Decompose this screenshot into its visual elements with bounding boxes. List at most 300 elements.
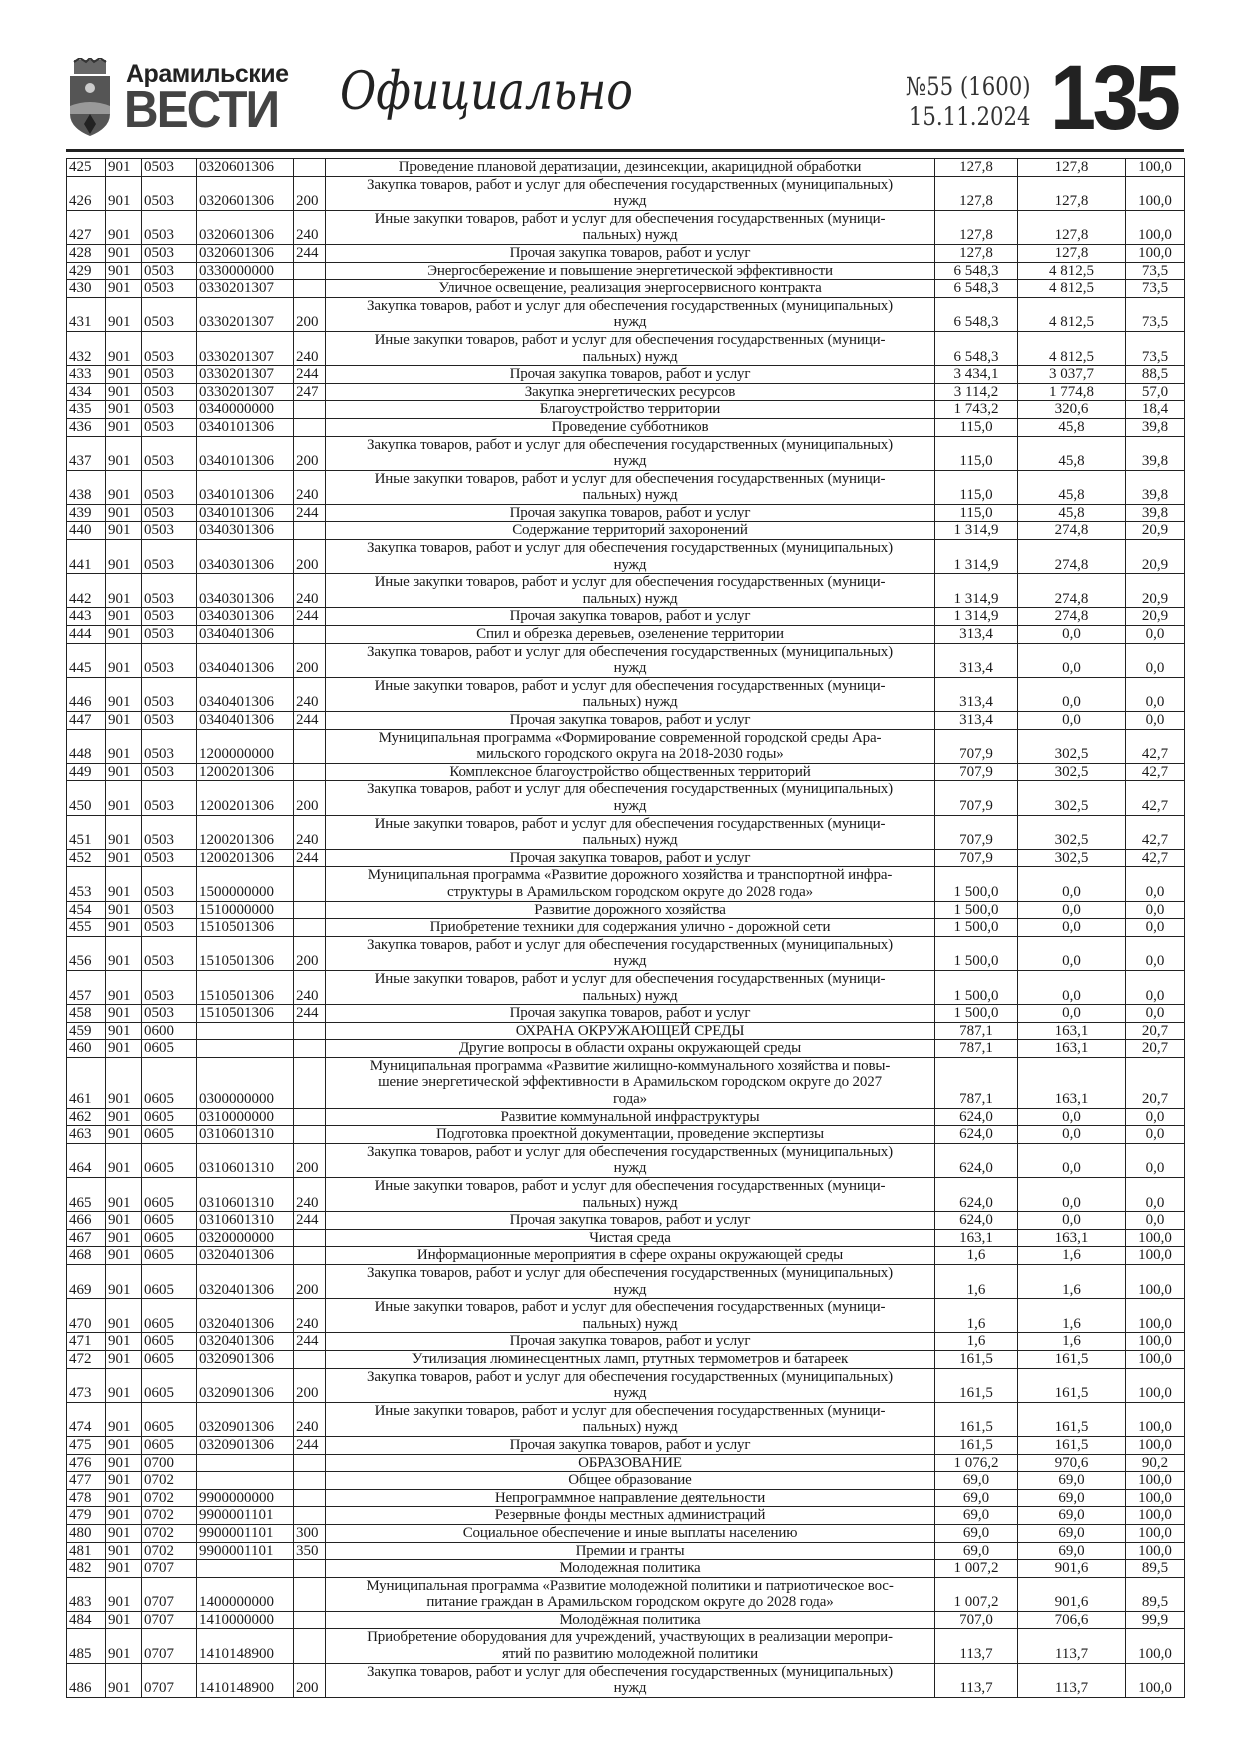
budget-table	[66, 158, 1185, 1698]
description: Благоустройство территории	[326, 401, 935, 419]
expense-type: 244	[294, 1333, 326, 1351]
target-article: 0330201307	[197, 297, 294, 331]
expense-type: 244	[294, 366, 326, 384]
percent-done: 18,4	[1126, 401, 1185, 419]
actual-amount: 0,0	[1018, 1178, 1126, 1212]
row-number: 457	[67, 970, 106, 1004]
plan-amount: 115,0	[935, 504, 1018, 522]
description: Премии и гранты	[326, 1542, 935, 1560]
table-row	[67, 1247, 1185, 1265]
coat-of-arms-icon	[66, 58, 114, 138]
target-article: 0320401306	[197, 1247, 294, 1265]
percent-done: 100,0	[1126, 1229, 1185, 1247]
plan-amount: 6 548,3	[935, 297, 1018, 331]
target-article: 0340401306	[197, 677, 294, 711]
expense-type: 200	[294, 540, 326, 574]
row-number: 436	[67, 418, 106, 436]
table-row	[67, 1402, 1185, 1436]
section-code: 0702	[142, 1507, 197, 1525]
section-code: 0503	[142, 366, 197, 384]
plan-amount: 69,0	[935, 1472, 1018, 1490]
percent-done: 100,0	[1126, 1247, 1185, 1265]
section-code: 0503	[142, 210, 197, 244]
section-code: 0707	[142, 1577, 197, 1611]
admin-code: 901	[106, 643, 142, 677]
description: Комплексное благоустройство общественных территорий	[326, 763, 935, 781]
admin-code: 901	[106, 1247, 142, 1265]
plan-amount: 1 314,9	[935, 522, 1018, 540]
actual-amount: 320,6	[1018, 401, 1126, 419]
table-row	[67, 1436, 1185, 1454]
plan-amount: 1,6	[935, 1265, 1018, 1299]
description: Закупка товаров, работ и услуг для обеспечения государственных (муниципальных) нужд	[326, 176, 935, 210]
expense-type	[294, 1040, 326, 1058]
section-code: 0605	[142, 1143, 197, 1177]
description: Иные закупки товаров, работ и услуг для обеспечения государственных (муници- пальных) нужд	[326, 970, 935, 1004]
plan-amount: 161,5	[935, 1368, 1018, 1402]
row-number: 439	[67, 504, 106, 522]
plan-amount: 707,9	[935, 849, 1018, 867]
target-article: 0320601306	[197, 159, 294, 177]
description: Информационные мероприятия в сфере охраны окружающей среды	[326, 1247, 935, 1265]
table-row	[67, 970, 1185, 1004]
expense-type: 244	[294, 1212, 326, 1230]
percent-done: 0,0	[1126, 1143, 1185, 1177]
actual-amount: 901,6	[1018, 1560, 1126, 1578]
percent-done: 100,0	[1126, 1489, 1185, 1507]
row-number: 427	[67, 210, 106, 244]
plan-amount: 69,0	[935, 1507, 1018, 1525]
admin-code: 901	[106, 970, 142, 1004]
section-code: 0702	[142, 1489, 197, 1507]
section-code: 0503	[142, 729, 197, 763]
table-row	[67, 1057, 1185, 1108]
admin-code: 901	[106, 1057, 142, 1108]
percent-done: 0,0	[1126, 867, 1185, 901]
row-number: 432	[67, 331, 106, 365]
admin-code: 901	[106, 1108, 142, 1126]
target-article: 0330201307	[197, 280, 294, 298]
actual-amount: 1,6	[1018, 1299, 1126, 1333]
admin-code: 901	[106, 1402, 142, 1436]
table-row	[67, 176, 1185, 210]
expense-type: 244	[294, 1005, 326, 1023]
section-code: 0503	[142, 781, 197, 815]
table-row	[67, 262, 1185, 280]
row-number: 471	[67, 1333, 106, 1351]
actual-amount: 901,6	[1018, 1577, 1126, 1611]
row-number: 435	[67, 401, 106, 419]
admin-code: 901	[106, 1489, 142, 1507]
percent-done: 100,0	[1126, 1436, 1185, 1454]
expense-type	[294, 919, 326, 937]
section-code: 0503	[142, 763, 197, 781]
section-code: 0503	[142, 608, 197, 626]
expense-type: 200	[294, 936, 326, 970]
table-row	[67, 1126, 1185, 1144]
section-code: 0605	[142, 1040, 197, 1058]
expense-type	[294, 159, 326, 177]
target-article: 0310000000	[197, 1108, 294, 1126]
section-code: 0503	[142, 815, 197, 849]
expense-type	[294, 1126, 326, 1144]
description: Приобретение техники для содержания улично - дорожной сети	[326, 919, 935, 937]
issue-info	[906, 72, 1031, 132]
actual-amount: 0,0	[1018, 677, 1126, 711]
brand-main: ВЕСТИ	[124, 81, 279, 139]
row-number: 449	[67, 763, 106, 781]
table-row	[67, 1040, 1185, 1058]
percent-done: 89,5	[1126, 1577, 1185, 1611]
section-code: 0605	[142, 1265, 197, 1299]
row-number: 430	[67, 280, 106, 298]
table-row	[67, 729, 1185, 763]
admin-code: 901	[106, 470, 142, 504]
percent-done: 20,9	[1126, 522, 1185, 540]
actual-amount: 113,7	[1018, 1663, 1126, 1697]
plan-amount: 161,5	[935, 1436, 1018, 1454]
target-article: 0320401306	[197, 1333, 294, 1351]
actual-amount: 113,7	[1018, 1629, 1126, 1663]
table-row	[67, 677, 1185, 711]
description: Проведение субботников	[326, 418, 935, 436]
percent-done: 100,0	[1126, 244, 1185, 262]
target-article: 0340301306	[197, 522, 294, 540]
admin-code: 901	[106, 244, 142, 262]
actual-amount: 0,0	[1018, 1108, 1126, 1126]
target-article: 0340000000	[197, 401, 294, 419]
row-number: 426	[67, 176, 106, 210]
admin-code: 901	[106, 867, 142, 901]
plan-amount: 1 500,0	[935, 1005, 1018, 1023]
expense-type	[294, 280, 326, 298]
row-number: 478	[67, 1489, 106, 1507]
description: Прочая закупка товаров, работ и услуг	[326, 1212, 935, 1230]
actual-amount: 970,6	[1018, 1454, 1126, 1472]
plan-amount: 1 314,9	[935, 608, 1018, 626]
table-row	[67, 936, 1185, 970]
percent-done: 0,0	[1126, 1126, 1185, 1144]
expense-type: 247	[294, 383, 326, 401]
actual-amount: 302,5	[1018, 815, 1126, 849]
issue-number: №55 (1600)	[906, 72, 1031, 101]
table-row	[67, 1299, 1185, 1333]
percent-done: 39,8	[1126, 436, 1185, 470]
percent-done: 0,0	[1126, 712, 1185, 730]
actual-amount: 69,0	[1018, 1507, 1126, 1525]
target-article: 1400000000	[197, 1577, 294, 1611]
table-row	[67, 1229, 1185, 1247]
admin-code: 901	[106, 297, 142, 331]
section-code: 0503	[142, 849, 197, 867]
expense-type	[294, 1057, 326, 1108]
percent-done: 0,0	[1126, 901, 1185, 919]
actual-amount: 274,8	[1018, 540, 1126, 574]
expense-type: 240	[294, 1402, 326, 1436]
table-row	[67, 504, 1185, 522]
table-row	[67, 1577, 1185, 1611]
row-number: 446	[67, 677, 106, 711]
percent-done: 100,0	[1126, 1333, 1185, 1351]
expense-type: 240	[294, 815, 326, 849]
expense-type: 244	[294, 712, 326, 730]
actual-amount: 69,0	[1018, 1489, 1126, 1507]
row-number: 486	[67, 1663, 106, 1697]
table-row	[67, 901, 1185, 919]
admin-code: 901	[106, 1022, 142, 1040]
section-code: 0503	[142, 936, 197, 970]
target-article: 9900001101	[197, 1524, 294, 1542]
row-number: 477	[67, 1472, 106, 1490]
admin-code: 901	[106, 781, 142, 815]
description: Приобретение оборудования для учреждений, участвующих в реализации меропри- ятий по развитию молодежной политики	[326, 1629, 935, 1663]
admin-code: 901	[106, 262, 142, 280]
description: Энергосбережение и повышение энергетической эффективности	[326, 262, 935, 280]
row-number: 476	[67, 1454, 106, 1472]
description: Иные закупки товаров, работ и услуг для обеспечения государственных (муници- пальных) нужд	[326, 1299, 935, 1333]
table-row	[67, 849, 1185, 867]
admin-code: 901	[106, 436, 142, 470]
table-row	[67, 1368, 1185, 1402]
percent-done: 73,5	[1126, 297, 1185, 331]
section-code: 0503	[142, 159, 197, 177]
description: Прочая закупка товаров, работ и услуг	[326, 366, 935, 384]
row-number: 462	[67, 1108, 106, 1126]
row-number: 466	[67, 1212, 106, 1230]
actual-amount: 0,0	[1018, 936, 1126, 970]
description: Закупка товаров, работ и услуг для обеспечения государственных (муниципальных) нужд	[326, 436, 935, 470]
table-row	[67, 1611, 1185, 1629]
expense-type: 244	[294, 608, 326, 626]
row-number: 429	[67, 262, 106, 280]
admin-code: 901	[106, 522, 142, 540]
section-code: 0503	[142, 643, 197, 677]
percent-done: 42,7	[1126, 815, 1185, 849]
plan-amount: 787,1	[935, 1022, 1018, 1040]
expense-type: 200	[294, 436, 326, 470]
row-number: 469	[67, 1265, 106, 1299]
percent-done: 100,0	[1126, 1663, 1185, 1697]
actual-amount: 274,8	[1018, 608, 1126, 626]
section-code: 0503	[142, 401, 197, 419]
target-article: 9900001101	[197, 1542, 294, 1560]
actual-amount: 4 812,5	[1018, 331, 1126, 365]
description: Непрограммное направление деятельности	[326, 1489, 935, 1507]
table-row	[67, 210, 1185, 244]
description: Подготовка проектной документации, проведение экспертизы	[326, 1126, 935, 1144]
table-row	[67, 1454, 1185, 1472]
percent-done: 89,5	[1126, 1560, 1185, 1578]
plan-amount: 1,6	[935, 1299, 1018, 1333]
expense-type: 200	[294, 643, 326, 677]
actual-amount: 127,8	[1018, 210, 1126, 244]
percent-done: 20,9	[1126, 574, 1185, 608]
plan-amount: 1 007,2	[935, 1560, 1018, 1578]
percent-done: 100,0	[1126, 1542, 1185, 1560]
expense-type	[294, 1611, 326, 1629]
actual-amount: 4 812,5	[1018, 280, 1126, 298]
actual-amount: 1 774,8	[1018, 383, 1126, 401]
section-code: 0702	[142, 1542, 197, 1560]
percent-done: 0,0	[1126, 643, 1185, 677]
plan-amount: 787,1	[935, 1057, 1018, 1108]
description: Проведение плановой дератизации, дезинсекции, акарицидной обработки	[326, 159, 935, 177]
actual-amount: 0,0	[1018, 1126, 1126, 1144]
description: Молодёжная политика	[326, 1611, 935, 1629]
row-number: 437	[67, 436, 106, 470]
actual-amount: 274,8	[1018, 522, 1126, 540]
actual-amount: 0,0	[1018, 919, 1126, 937]
plan-amount: 707,9	[935, 815, 1018, 849]
admin-code: 901	[106, 1178, 142, 1212]
table-row	[67, 574, 1185, 608]
admin-code: 901	[106, 1126, 142, 1144]
row-number: 441	[67, 540, 106, 574]
table-row	[67, 1333, 1185, 1351]
target-article: 0340301306	[197, 540, 294, 574]
section-code: 0605	[142, 1108, 197, 1126]
expense-type	[294, 262, 326, 280]
expense-type: 244	[294, 849, 326, 867]
row-number: 467	[67, 1229, 106, 1247]
description: Муниципальная программа «Развитие дорожного хозяйства и транспортной инфра- структуры в Арамильском городском округе до 2028 года»	[326, 867, 935, 901]
target-article: 0320401306	[197, 1299, 294, 1333]
admin-code: 901	[106, 849, 142, 867]
description: ОХРАНА ОКРУЖАЮЩЕЙ СРЕДЫ	[326, 1022, 935, 1040]
table-row	[67, 331, 1185, 365]
description: Прочая закупка товаров, работ и услуг	[326, 608, 935, 626]
plan-amount: 1 500,0	[935, 970, 1018, 1004]
section-code: 0707	[142, 1663, 197, 1697]
row-number: 455	[67, 919, 106, 937]
target-article: 0320901306	[197, 1436, 294, 1454]
target-article: 0340101306	[197, 418, 294, 436]
newspaper-logo	[66, 58, 296, 138]
target-article: 0310601310	[197, 1178, 294, 1212]
plan-amount: 113,7	[935, 1663, 1018, 1697]
table-row	[67, 1265, 1185, 1299]
table-row	[67, 815, 1185, 849]
actual-amount: 302,5	[1018, 729, 1126, 763]
section-code: 0503	[142, 244, 197, 262]
admin-code: 901	[106, 1542, 142, 1560]
target-article	[197, 1560, 294, 1578]
expense-type: 300	[294, 1524, 326, 1542]
description: Закупка товаров, работ и услуг для обеспечения государственных (муниципальных) нужд	[326, 1143, 935, 1177]
target-article: 0320901306	[197, 1350, 294, 1368]
percent-done: 73,5	[1126, 331, 1185, 365]
target-article: 0330201307	[197, 331, 294, 365]
actual-amount: 1,6	[1018, 1265, 1126, 1299]
admin-code: 901	[106, 418, 142, 436]
actual-amount: 45,8	[1018, 470, 1126, 504]
description: Прочая закупка товаров, работ и услуг	[326, 244, 935, 262]
percent-done: 20,9	[1126, 540, 1185, 574]
plan-amount: 707,9	[935, 763, 1018, 781]
plan-amount: 313,4	[935, 677, 1018, 711]
percent-done: 88,5	[1126, 366, 1185, 384]
admin-code: 901	[106, 1005, 142, 1023]
table-row	[67, 1178, 1185, 1212]
description: Иные закупки товаров, работ и услуг для обеспечения государственных (муници- пальных) нужд	[326, 210, 935, 244]
admin-code: 901	[106, 626, 142, 644]
plan-amount: 163,1	[935, 1229, 1018, 1247]
expense-type: 350	[294, 1542, 326, 1560]
expense-type: 200	[294, 1265, 326, 1299]
plan-amount: 6 548,3	[935, 331, 1018, 365]
plan-amount: 1 500,0	[935, 867, 1018, 901]
table-row	[67, 1507, 1185, 1525]
expense-type: 240	[294, 1178, 326, 1212]
target-article: 1510501306	[197, 1005, 294, 1023]
target-article: 1200000000	[197, 729, 294, 763]
description: Иные закупки товаров, работ и услуг для обеспечения государственных (муници- пальных) нужд	[326, 470, 935, 504]
row-number: 480	[67, 1524, 106, 1542]
target-article: 0330201307	[197, 366, 294, 384]
table-row	[67, 159, 1185, 177]
row-number: 468	[67, 1247, 106, 1265]
actual-amount: 3 037,7	[1018, 366, 1126, 384]
percent-done: 100,0	[1126, 176, 1185, 210]
row-number: 443	[67, 608, 106, 626]
percent-done: 0,0	[1126, 626, 1185, 644]
table-row	[67, 1542, 1185, 1560]
row-number: 450	[67, 781, 106, 815]
admin-code: 901	[106, 1333, 142, 1351]
section-code: 0503	[142, 712, 197, 730]
plan-amount: 707,9	[935, 781, 1018, 815]
admin-code: 901	[106, 1507, 142, 1525]
percent-done: 100,0	[1126, 1350, 1185, 1368]
description: Закупка товаров, работ и услуг для обеспечения государственных (муниципальных) нужд	[326, 1265, 935, 1299]
plan-amount: 115,0	[935, 436, 1018, 470]
admin-code: 901	[106, 608, 142, 626]
section-code: 0702	[142, 1524, 197, 1542]
plan-amount: 115,0	[935, 470, 1018, 504]
row-number: 445	[67, 643, 106, 677]
table-row	[67, 867, 1185, 901]
actual-amount: 161,5	[1018, 1436, 1126, 1454]
description: Закупка товаров, работ и услуг для обеспечения государственных (муниципальных) нужд	[326, 781, 935, 815]
actual-amount: 163,1	[1018, 1229, 1126, 1247]
actual-amount: 0,0	[1018, 1005, 1126, 1023]
actual-amount: 0,0	[1018, 712, 1126, 730]
target-article: 1200201306	[197, 849, 294, 867]
target-article: 1510501306	[197, 936, 294, 970]
section-code: 0503	[142, 176, 197, 210]
target-article	[197, 1454, 294, 1472]
row-number: 470	[67, 1299, 106, 1333]
row-number: 463	[67, 1126, 106, 1144]
description: Чистая среда	[326, 1229, 935, 1247]
percent-done: 0,0	[1126, 1212, 1185, 1230]
row-number: 460	[67, 1040, 106, 1058]
percent-done: 0,0	[1126, 1178, 1185, 1212]
actual-amount: 0,0	[1018, 867, 1126, 901]
percent-done: 100,0	[1126, 1265, 1185, 1299]
target-article: 1510000000	[197, 901, 294, 919]
admin-code: 901	[106, 936, 142, 970]
target-article: 0340101306	[197, 436, 294, 470]
description: Утилизация люминесцентных ламп, ртутных термометров и батареек	[326, 1350, 935, 1368]
actual-amount: 302,5	[1018, 763, 1126, 781]
plan-amount: 6 548,3	[935, 262, 1018, 280]
target-article: 0310601310	[197, 1126, 294, 1144]
plan-amount: 1 500,0	[935, 919, 1018, 937]
row-number: 472	[67, 1350, 106, 1368]
page-number: 135	[1050, 47, 1178, 149]
actual-amount: 127,8	[1018, 176, 1126, 210]
